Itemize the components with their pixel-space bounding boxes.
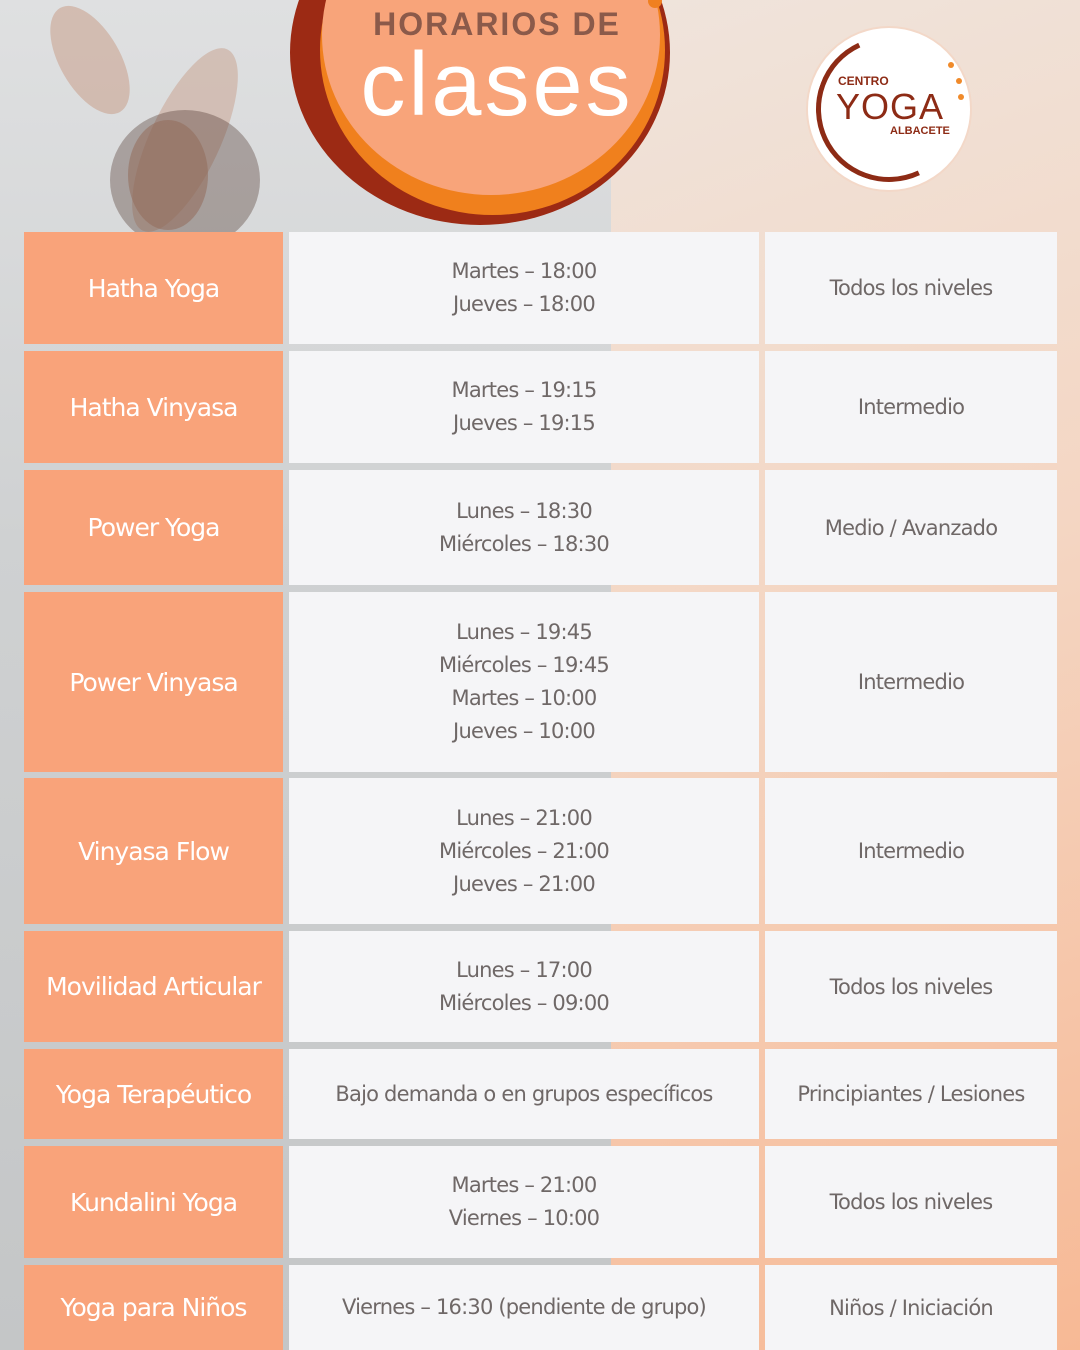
- schedule-line: Miércoles – 18:30: [439, 531, 609, 556]
- page-title: clases: [360, 35, 634, 135]
- class-level: Todos los niveles: [765, 931, 1057, 1042]
- schedule-line: Jueves – 18:00: [453, 292, 595, 316]
- logo: [806, 26, 972, 192]
- class-name: Kundalini Yoga: [24, 1146, 283, 1258]
- class-level: Todos los niveles: [765, 1146, 1057, 1258]
- table-row: [24, 470, 1057, 585]
- schedule-line: Martes – 21:00: [451, 1173, 597, 1197]
- class-level: Intermedio: [765, 592, 1057, 772]
- class-schedule: [289, 351, 759, 463]
- class-schedule: [289, 778, 759, 924]
- schedule-line: Lunes – 18:30: [456, 498, 592, 523]
- table-row: [24, 1146, 1057, 1258]
- title-small: HORARIOS DE: [373, 6, 621, 42]
- table-row: [24, 1265, 1057, 1350]
- class-name: Movilidad Articular: [24, 931, 283, 1042]
- logo-top-text: CENTRO: [838, 74, 889, 88]
- class-name: Hatha Yoga: [24, 232, 283, 344]
- class-schedule: [289, 931, 759, 1042]
- schedule-line: Miércoles – 09:00: [439, 990, 609, 1015]
- class-level: Medio / Avanzado: [765, 470, 1057, 585]
- schedule-line: Martes – 19:15: [451, 378, 597, 402]
- class-name: Yoga para Niños: [24, 1265, 283, 1350]
- table-row: [24, 592, 1057, 772]
- class-schedule: [289, 470, 759, 585]
- table-row: [24, 1049, 1057, 1139]
- schedule-line: Bajo demanda o en grupos específicos: [335, 1081, 713, 1106]
- class-schedule: [289, 1146, 759, 1258]
- class-schedule: [289, 232, 759, 344]
- class-schedule: [289, 592, 759, 772]
- class-level: Intermedio: [765, 778, 1057, 924]
- schedule-line: Lunes – 17:00: [456, 957, 592, 982]
- schedule-line: Jueves – 10:00: [453, 719, 595, 743]
- class-level: Intermedio: [765, 351, 1057, 463]
- class-name: Yoga Terapéutico: [24, 1049, 283, 1139]
- class-name: Vinyasa Flow: [24, 778, 283, 924]
- logo-bottom-text: ALBACETE: [890, 125, 950, 137]
- schedule-line: Martes – 10:00: [451, 686, 597, 710]
- schedule-line: Viernes – 10:00: [448, 1206, 600, 1230]
- schedule-line: Jueves – 21:00: [453, 871, 595, 896]
- table-row: [24, 778, 1057, 924]
- schedule-line: Viernes – 16:30 (pendiente de grupo): [342, 1295, 706, 1319]
- table-row: [24, 351, 1057, 463]
- schedule-line: Jueves – 19:15: [453, 411, 595, 435]
- class-level: Principiantes / Lesiones: [765, 1049, 1057, 1139]
- class-schedule: [289, 1265, 759, 1350]
- class-name: Power Yoga: [24, 470, 283, 585]
- class-level: Niños / Iniciación: [765, 1265, 1057, 1350]
- schedule-line: Miércoles – 21:00: [439, 838, 609, 863]
- schedule-line: Lunes – 21:00: [456, 805, 592, 830]
- class-schedule: [289, 1049, 759, 1139]
- table-row: [24, 232, 1057, 344]
- logo-main-text: YOGA: [836, 86, 945, 127]
- class-name: Hatha Vinyasa: [24, 351, 283, 463]
- schedule-line: Miércoles – 19:45: [439, 653, 609, 677]
- table-row: [24, 931, 1057, 1042]
- class-level: Todos los niveles: [765, 232, 1057, 344]
- class-name: Power Vinyasa: [24, 592, 283, 772]
- schedule-line: Lunes – 19:45: [456, 620, 592, 644]
- schedule-line: Martes – 18:00: [451, 259, 597, 283]
